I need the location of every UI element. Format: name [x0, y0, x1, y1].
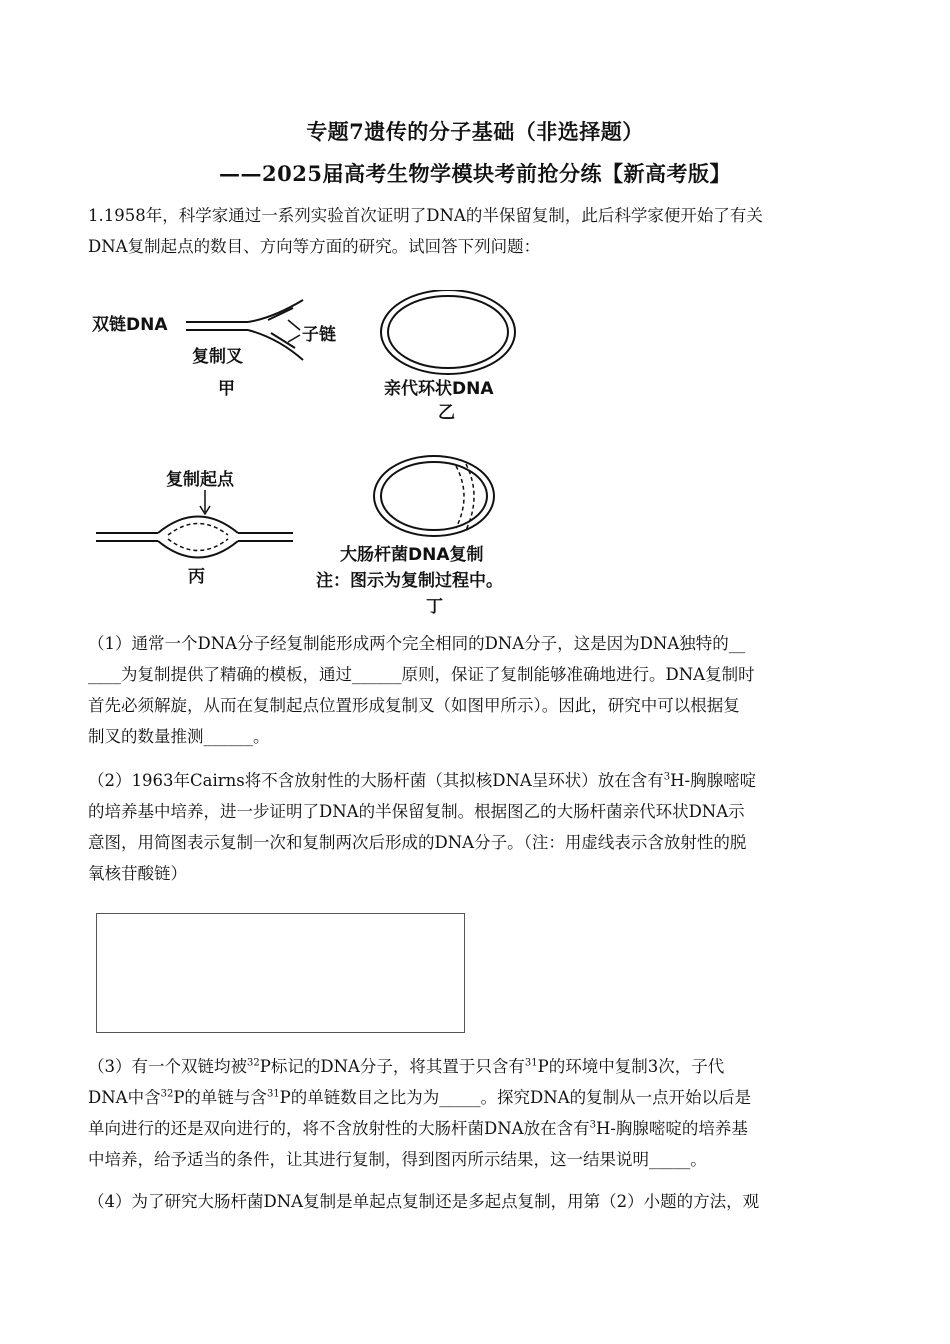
sub3-line-2	[88, 1082, 864, 1113]
sub3-line-1	[88, 1051, 864, 1082]
superscript: 31	[266, 1088, 280, 1100]
label-double-strand-dna: 双链DNA	[92, 315, 168, 335]
sub-question-2	[88, 765, 864, 889]
caption-ding: 丁	[426, 597, 443, 617]
caption-yi: 乙	[438, 403, 455, 423]
label-replication-origin: 复制起点	[166, 470, 234, 490]
answer-drawing-box[interactable]	[96, 913, 465, 1033]
sub3-text: （3）有一个双链均被	[88, 1057, 247, 1076]
figure-jia	[92, 300, 336, 399]
sub3-line-4: 中培养，给予适当的条件，让其进行复制，得到图丙所示结果，这一结果说明_____。	[88, 1150, 707, 1169]
superscript: 3	[589, 1119, 596, 1131]
label-parental-circular-dna: 亲代环状DNA	[384, 379, 494, 399]
intro-line-1: 1.1958年，科学家通过一系列实验首次证明了DNA的半保留复制，此后科学家便开始了有关	[88, 206, 763, 225]
sub1-line-1: （1）通常一个DNA分子经复制能形成两个完全相同的DNA分子，这是因为DNA独特的__	[88, 634, 746, 653]
sub1-line-4: 制叉的数量推测______。	[88, 727, 270, 746]
sub2-text: H-胸腺嘧啶	[670, 771, 757, 790]
sub1-line-2: ____为复制提供了精确的模板，通过______原则，保证了复制能够准确地进行。DNA复制时	[88, 665, 755, 684]
label-daughter-strand: 子链	[302, 325, 336, 345]
sub2-line-4: 氧核苷酸链）	[88, 864, 187, 883]
sub-question-3	[88, 1051, 864, 1175]
sub2-line-2: 的培养基中培养，进一步证明了DNA的半保留复制。根据图乙的大肠杆菌亲代环状DNA示	[88, 802, 745, 821]
label-ding-note: 注：图示为复制过程中。	[316, 571, 503, 591]
sub-question-4	[88, 1186, 864, 1217]
figure-yi	[381, 290, 515, 423]
superscript: 31	[524, 1057, 538, 1069]
doc-subtitle: ——2025届高考生物学模块考前抢分练【新高考版】	[219, 161, 731, 186]
sub2-text: （2）1963年Cairns将不含放射性的大肠杆菌（其拟核DNA呈环状）放在含有	[88, 771, 664, 790]
question-1-intro	[88, 200, 864, 262]
superscript: 3	[663, 771, 671, 783]
dna-replication-figure	[88, 290, 548, 620]
sub3-text: 单向进行的还是双向进行的，将不含放射性的大肠杆菌DNA放在含有	[88, 1119, 590, 1138]
sub3-text: P标记的DNA分子，将其置于只含有	[259, 1057, 525, 1076]
sub2-line-3: 意图，用简图表示复制一次和复制两次后形成的DNA分子。（注：用虚线表示含放射性的脱	[88, 833, 747, 852]
caption-jia: 甲	[218, 379, 235, 399]
sub3-text: P的环境中复制3次，子代	[537, 1057, 725, 1076]
sub3-text: P的单链数目之比为为_____。探究DNA的复制从一点开始以后是	[279, 1088, 752, 1107]
sub3-text: P的单链与含	[173, 1088, 267, 1107]
sub3-text: DNA中含	[88, 1088, 161, 1107]
superscript: 32	[160, 1088, 174, 1100]
caption-bing: 丙	[188, 567, 205, 587]
label-replication-fork: 复制叉	[192, 347, 243, 367]
superscript: 32	[247, 1057, 260, 1069]
label-ecoli-replication: 大肠杆菌DNA复制	[340, 545, 484, 565]
sub3-line-3	[88, 1113, 864, 1144]
sub1-line-3: 首先必须解旋，从而在复制起点位置形成复制叉（如图甲所示）。因此，研究中可以根据复	[88, 696, 740, 715]
intro-line-2: DNA复制起点的数目、方向等方面的研究。试回答下列问题：	[88, 237, 541, 256]
figure-ding	[316, 456, 503, 617]
sub4-line-1: （4）为了研究大肠杆菌DNA复制是单起点复制还是多起点复制，用第（2）小题的方法，观	[88, 1192, 760, 1211]
sub-question-1	[88, 628, 864, 752]
sub3-text: H-胸腺嘧啶的培养基	[595, 1119, 748, 1138]
figure-bing	[96, 469, 293, 587]
doc-title: 专题7遗传的分子基础（非选择题）	[306, 119, 644, 144]
sub2-line-1	[88, 765, 864, 796]
